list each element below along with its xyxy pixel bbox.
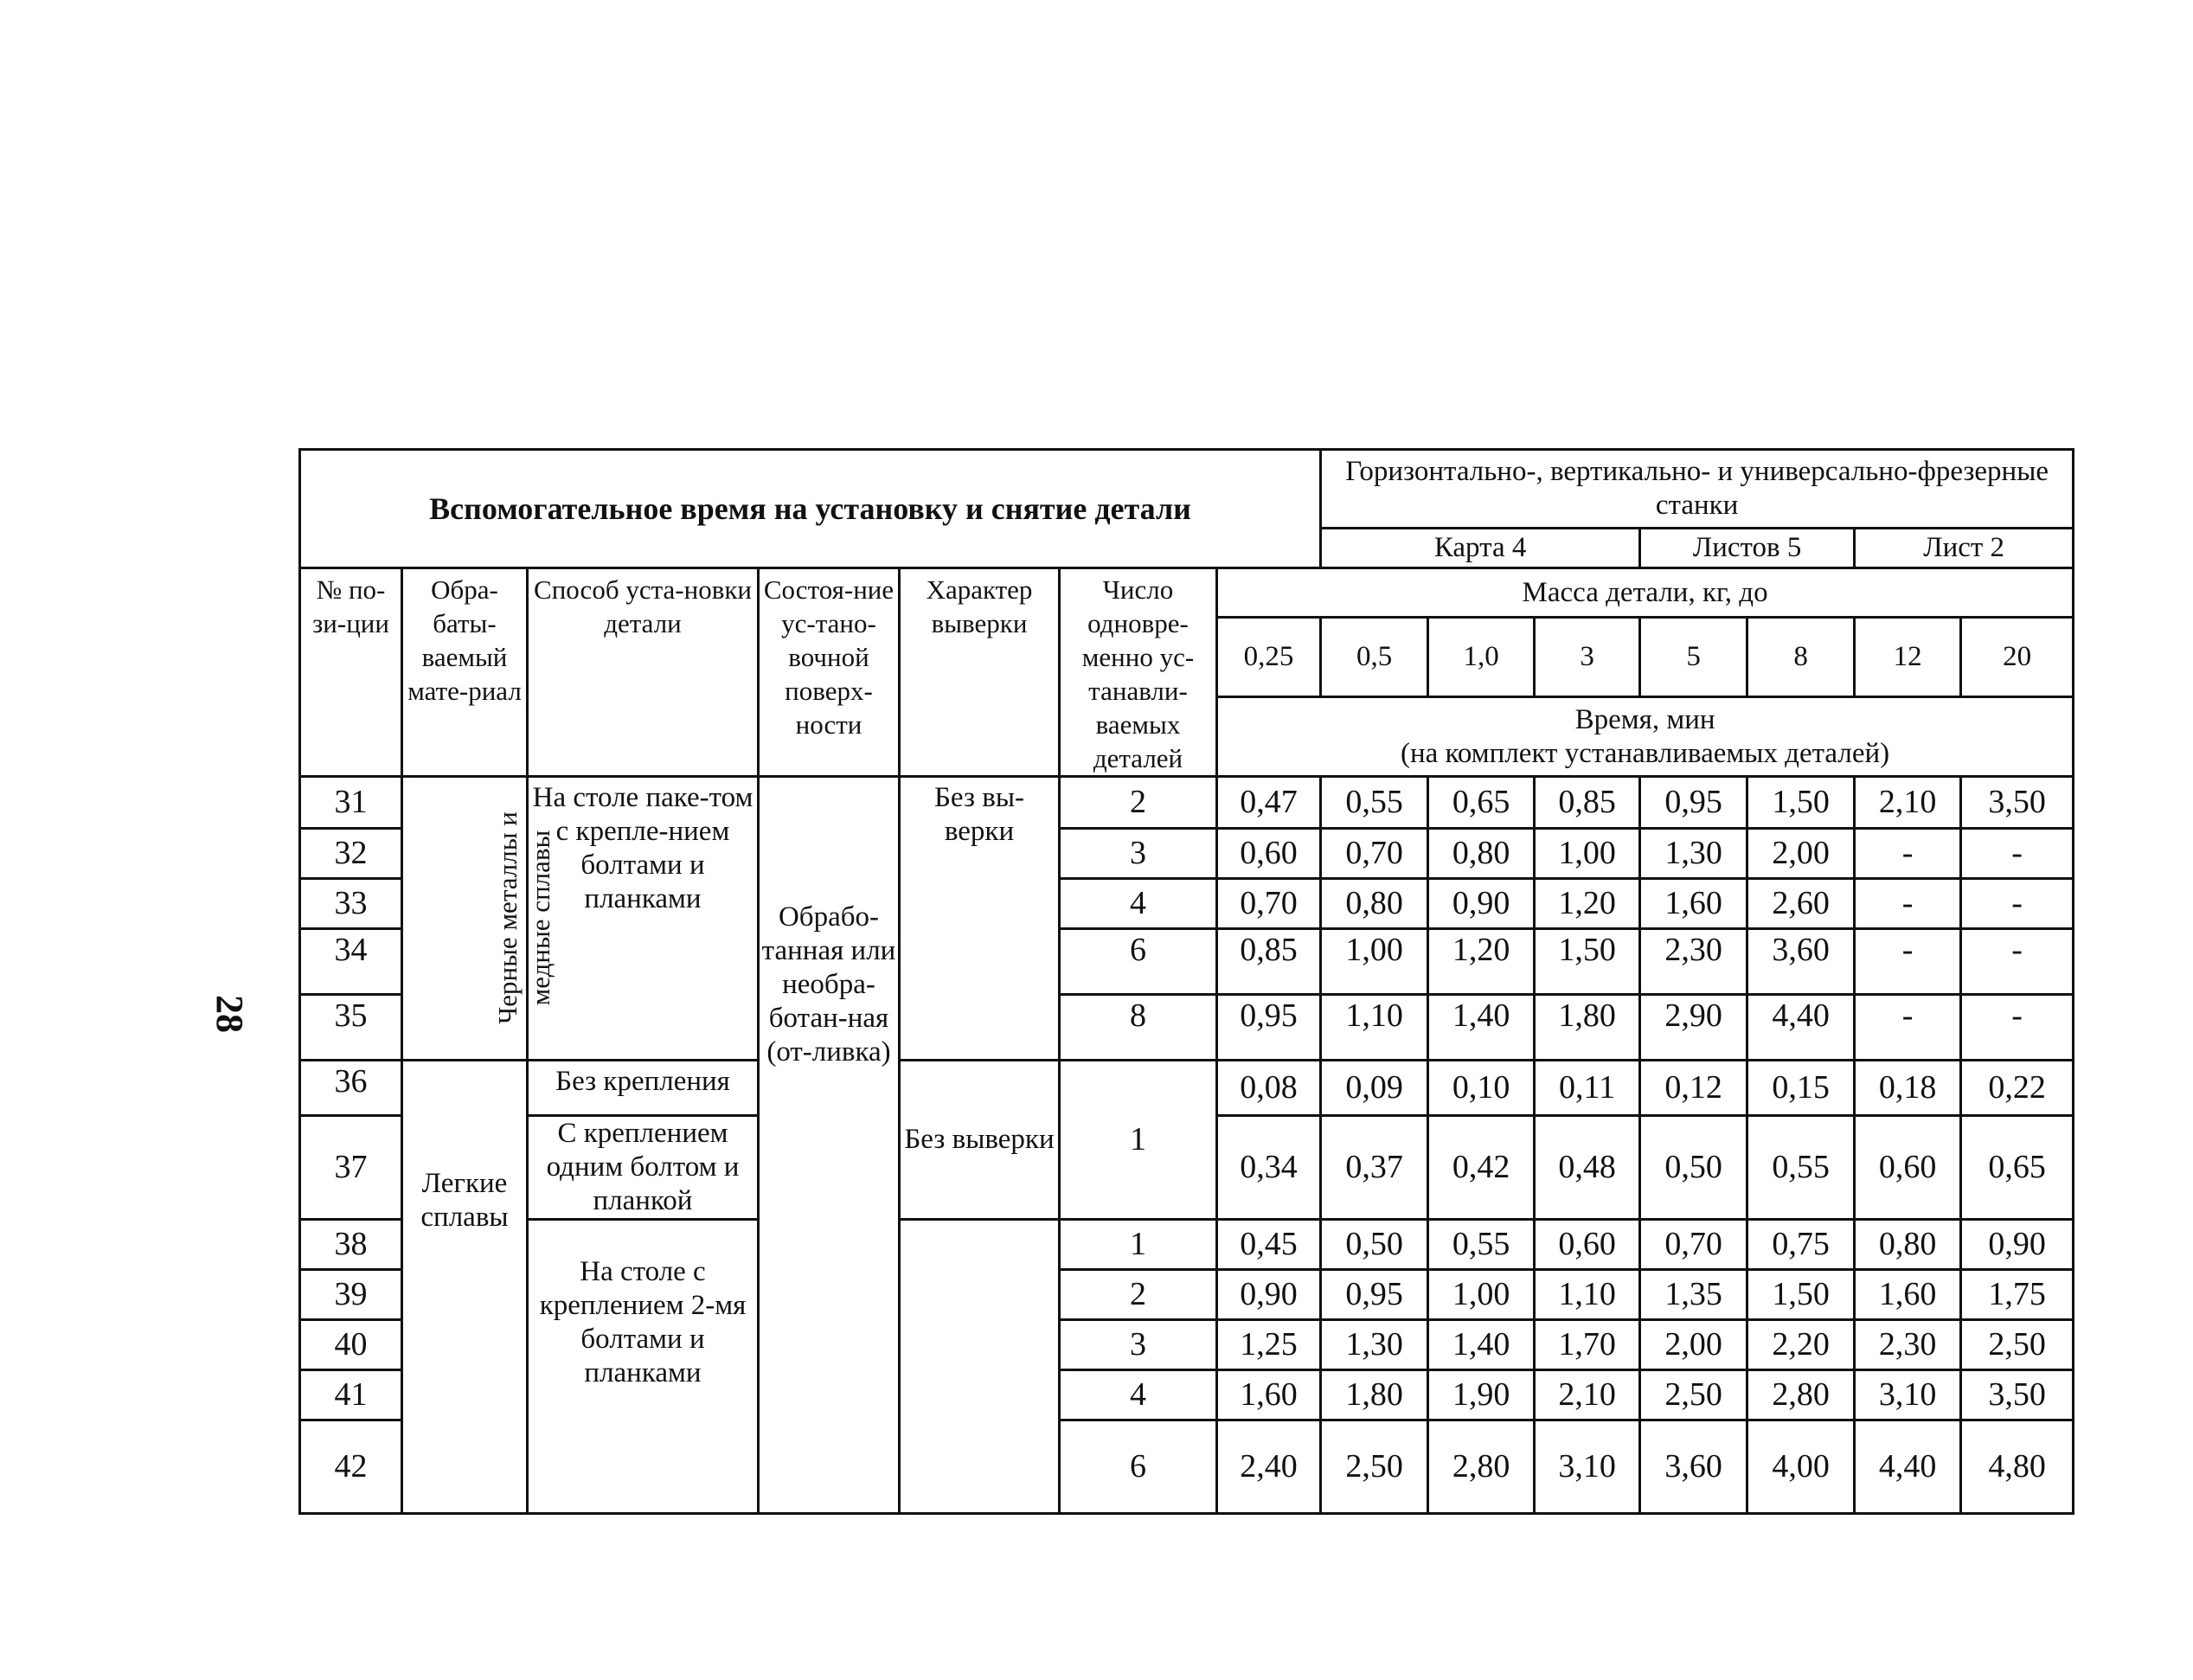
time-cell: 1,50 — [1747, 1270, 1855, 1320]
time-cell: 2,80 — [1747, 1370, 1855, 1420]
alignment-group2: Без выверки — [900, 1061, 1060, 1220]
count-cell: 4 — [1060, 879, 1217, 929]
mass-value: 20 — [1961, 618, 2074, 697]
method-package: На столе паке-том с крепле-нием болтами и планками — [528, 777, 759, 1061]
time-cell: 0,10 — [1428, 1061, 1535, 1116]
time-cell: 2,30 — [1640, 929, 1747, 995]
time-cell: 1,60 — [1855, 1270, 1961, 1320]
time-cell: 1,20 — [1428, 929, 1535, 995]
time-cell: 0,70 — [1321, 829, 1428, 879]
surface-cell — [759, 777, 900, 1514]
time-cell: 0,80 — [1855, 1220, 1961, 1270]
time-cell: 1,50 — [1535, 929, 1640, 995]
sheets-label: Листов 5 — [1640, 529, 1855, 568]
position-cell: 31 — [300, 777, 402, 829]
header-count: Число одновре-менно ус-танавли-ваемых деталей — [1060, 568, 1217, 777]
table-row — [300, 1220, 2074, 1270]
time-cell: 1,80 — [1321, 1370, 1428, 1420]
header-surface: Состоя-ние ус-тано-вочной поверх-ности — [759, 568, 900, 777]
table-row — [300, 777, 2074, 829]
time-cell: 0,48 — [1535, 1116, 1640, 1220]
time-cell: 0,95 — [1640, 777, 1747, 829]
time-cell: 2,00 — [1747, 829, 1855, 879]
time-cell: 2,50 — [1321, 1420, 1428, 1514]
time-cell: - — [1961, 995, 2074, 1061]
time-cell: 1,60 — [1217, 1370, 1321, 1420]
position-cell: 32 — [300, 829, 402, 879]
time-cell: 1,40 — [1428, 1320, 1535, 1370]
alignment-group1: Без вы-верки — [900, 777, 1060, 1061]
time-cell: 0,90 — [1961, 1220, 2074, 1270]
time-cell: 1,35 — [1640, 1270, 1747, 1320]
time-cell: 1,75 — [1961, 1270, 2074, 1320]
time-cell: 0,15 — [1747, 1061, 1855, 1116]
time-cell: 1,20 — [1535, 879, 1640, 929]
time-cell: 1,00 — [1428, 1270, 1535, 1320]
material-ferrous — [402, 777, 555, 1061]
time-cell: 0,90 — [1217, 1270, 1321, 1320]
time-cell: 0,95 — [1217, 995, 1321, 1061]
time-cell: 2,10 — [1535, 1370, 1640, 1420]
time-cell: - — [1855, 929, 1961, 995]
time-cell: 0,50 — [1640, 1116, 1747, 1220]
time-cell: 3,50 — [1961, 1370, 2074, 1420]
card-label: Карта 4 — [1321, 529, 1640, 568]
count-cell: 4 — [1060, 1370, 1217, 1420]
time-cell: 0,65 — [1961, 1116, 2074, 1220]
position-cell: 36 — [300, 1061, 402, 1116]
mass-value: 1,0 — [1428, 618, 1535, 697]
time-cell: 2,90 — [1640, 995, 1747, 1061]
header-alignment: Характер выверки — [900, 568, 1060, 777]
time-cell: 0,70 — [1217, 879, 1321, 929]
time-table — [298, 448, 2074, 1515]
time-cell: 0,50 — [1321, 1220, 1428, 1270]
time-cell: 1,60 — [1640, 879, 1747, 929]
position-cell: 41 — [300, 1370, 402, 1420]
header-time-line1: Время, мин — [1574, 703, 1715, 735]
time-cell: 0,12 — [1640, 1061, 1747, 1116]
mass-value: 0,25 — [1217, 618, 1321, 697]
time-cell: 0,90 — [1428, 879, 1535, 929]
mass-value: 3 — [1535, 618, 1640, 697]
time-cell: 0,60 — [1855, 1116, 1961, 1220]
time-cell: 1,80 — [1535, 995, 1640, 1061]
method-no-fixing: Без крепления — [528, 1061, 759, 1116]
time-cell: 1,10 — [1321, 995, 1428, 1061]
mass-value: 0,5 — [1321, 618, 1428, 697]
time-cell: 4,40 — [1747, 995, 1855, 1061]
time-cell: 4,40 — [1855, 1420, 1961, 1514]
time-cell: 4,00 — [1747, 1420, 1855, 1514]
surface-text: Обрабо-танная или необра-ботан-ная (от-ливка) — [761, 901, 896, 1068]
time-cell: 0,45 — [1217, 1220, 1321, 1270]
position-cell: 37 — [300, 1116, 402, 1220]
time-cell: 0,22 — [1961, 1061, 2074, 1116]
time-cell: 2,10 — [1855, 777, 1961, 829]
time-cell: 0,55 — [1747, 1116, 1855, 1220]
time-cell: 0,95 — [1321, 1270, 1428, 1320]
time-cell: 1,00 — [1535, 829, 1640, 879]
count-cell: 1 — [1060, 1061, 1217, 1220]
time-cell: 0,34 — [1217, 1116, 1321, 1220]
material-light — [402, 1061, 528, 1514]
time-cell: 0,47 — [1217, 777, 1321, 829]
time-cell: 3,60 — [1640, 1420, 1747, 1514]
table-title: Вспомогательное время на установку и снятие детали — [300, 450, 1321, 568]
header-material: Обра-баты-ваемый мате-риал — [402, 568, 528, 777]
time-cell: - — [1961, 929, 2074, 995]
time-cell: - — [1961, 829, 2074, 879]
alignment-blank — [900, 1220, 1060, 1514]
time-cell: 1,30 — [1321, 1320, 1428, 1370]
time-cell: 2,20 — [1747, 1320, 1855, 1370]
time-cell: 2,00 — [1640, 1320, 1747, 1370]
header-time-line2: (на комплект устанавливаемых деталей) — [1401, 737, 1890, 769]
method-two-bolts: На столе с креплением 2-мя болтами и планками — [528, 1220, 759, 1514]
position-cell: 40 — [300, 1320, 402, 1370]
mass-value: 12 — [1855, 618, 1961, 697]
count-cell: 2 — [1060, 777, 1217, 829]
mass-value: 8 — [1747, 618, 1855, 697]
time-cell: 0,85 — [1217, 929, 1321, 995]
time-cell: 0,08 — [1217, 1061, 1321, 1116]
time-cell: 0,11 — [1535, 1061, 1640, 1116]
time-cell: - — [1961, 879, 2074, 929]
time-cell: 2,40 — [1217, 1420, 1321, 1514]
position-cell: 38 — [300, 1220, 402, 1270]
time-cell: 1,70 — [1535, 1320, 1640, 1370]
time-cell: 0,85 — [1535, 777, 1640, 829]
time-cell: 0,70 — [1640, 1220, 1747, 1270]
page-number: 28 — [208, 995, 251, 1033]
time-cell: 0,18 — [1855, 1061, 1961, 1116]
count-cell: 2 — [1060, 1270, 1217, 1320]
machine-type: Горизонтально-, вертикально- и универсально-фрезерные станки — [1321, 450, 2074, 529]
time-cell: 1,10 — [1535, 1270, 1640, 1320]
time-cell: 3,50 — [1961, 777, 2074, 829]
time-cell: - — [1855, 879, 1961, 929]
table-row — [300, 1061, 2074, 1116]
sheet-label: Лист 2 — [1855, 529, 2074, 568]
header-method: Способ уста-новки детали — [528, 568, 759, 777]
time-cell: 2,30 — [1855, 1320, 1961, 1370]
time-cell: 3,10 — [1855, 1370, 1961, 1420]
time-cell: 0,80 — [1321, 879, 1428, 929]
time-cell: 3,60 — [1747, 929, 1855, 995]
time-cell: 0,60 — [1535, 1220, 1640, 1270]
header-mass: Масса детали, кг, до — [1217, 568, 2074, 618]
material-light-text: Легкие сплавы — [420, 1167, 509, 1233]
time-cell: 1,00 — [1321, 929, 1428, 995]
time-cell: 3,10 — [1535, 1420, 1640, 1514]
time-cell: 0,09 — [1321, 1061, 1428, 1116]
header-position: № по-зи-ции — [300, 568, 402, 777]
time-cell: 1,25 — [1217, 1320, 1321, 1370]
time-cell: 2,50 — [1640, 1370, 1747, 1420]
time-cell: 2,60 — [1747, 879, 1855, 929]
count-cell: 8 — [1060, 995, 1217, 1061]
time-cell: 2,80 — [1428, 1420, 1535, 1514]
mass-value: 5 — [1640, 618, 1747, 697]
count-cell: 3 — [1060, 1320, 1217, 1370]
time-cell: 0,55 — [1321, 777, 1428, 829]
time-cell: 4,80 — [1961, 1420, 2074, 1514]
time-cell: 1,90 — [1428, 1370, 1535, 1420]
time-cell: 1,40 — [1428, 995, 1535, 1061]
time-cell: 1,50 — [1747, 777, 1855, 829]
count-cell: 1 — [1060, 1220, 1217, 1270]
position-cell: 34 — [300, 929, 402, 995]
time-cell: 0,42 — [1428, 1116, 1535, 1220]
method-one-bolt: С креплением одним болтом и планкой — [528, 1116, 759, 1220]
time-cell: 2,50 — [1961, 1320, 2074, 1370]
time-cell: 0,80 — [1428, 829, 1535, 879]
position-cell: 39 — [300, 1270, 402, 1320]
time-cell: - — [1855, 829, 1961, 879]
count-cell: 6 — [1060, 929, 1217, 995]
time-cell: 0,65 — [1428, 777, 1535, 829]
header-time — [1217, 697, 2074, 777]
time-cell: 0,60 — [1217, 829, 1321, 879]
material-ferrous-text: Черные металлы и медные сплавы — [492, 811, 555, 1024]
count-cell: 6 — [1060, 1420, 1217, 1514]
time-cell: 1,30 — [1640, 829, 1747, 879]
time-cell: 0,37 — [1321, 1116, 1428, 1220]
time-cell: 0,55 — [1428, 1220, 1535, 1270]
count-cell: 3 — [1060, 829, 1217, 879]
position-cell: 35 — [300, 995, 402, 1061]
position-cell: 42 — [300, 1420, 402, 1514]
position-cell: 33 — [300, 879, 402, 929]
time-cell: 0,75 — [1747, 1220, 1855, 1270]
time-cell: - — [1855, 995, 1961, 1061]
